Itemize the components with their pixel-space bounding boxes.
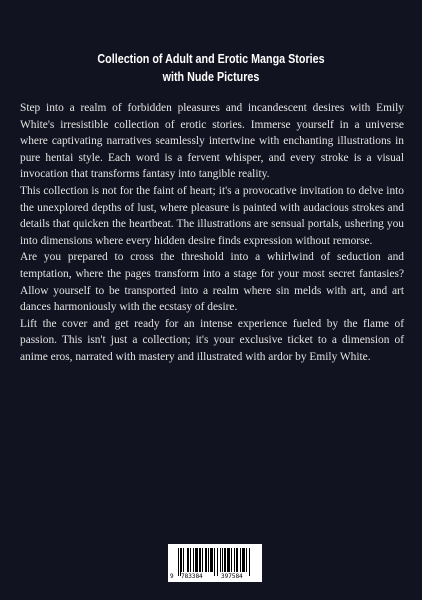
cover-title	[64, 50, 358, 86]
barcode-digits	[168, 572, 262, 581]
barcode-bar	[227, 548, 230, 572]
barcode-bar	[231, 548, 232, 572]
barcode-bar	[240, 548, 241, 572]
blurb-paragraph-4: Lift the cover and get ready for an intense experience fueled by the flame of passion. This isn't just a collection; it's your exclusive ticket to a dimension of anime eros, narrated with mastery and illustrated with ardor by Emily White.	[20, 317, 404, 363]
barcode-bar	[202, 548, 203, 572]
blurb-paragraph-1: Step into a realm of forbidden pleasures and incandescent desires with Emily White's irresistible collection of erotic stories. Immerse yourself in a universe where captivating narratives seamlessly intertwine with enchanting illustrations in pure hentai style. Each word is a fervent whisper, and every stroke is a visual invocation that transforms fantasy into tangible reality.	[20, 102, 404, 181]
blurb	[20, 100, 404, 366]
barcode-digits-left: 783384	[181, 573, 203, 580]
barcode-bar	[193, 548, 194, 572]
barcode-bar	[208, 548, 209, 572]
barcode-bar	[236, 548, 238, 572]
title-line-2: with Nude Pictures	[162, 70, 260, 84]
barcode-bar	[199, 548, 201, 572]
barcode-bar	[205, 548, 207, 572]
barcode-bar	[220, 548, 221, 572]
blurb-paragraph-2: This collection is not for the faint of heart; it's a provocative invitation to delve into the unexplored depths of lust, where pleasure is painted with audacious strokes and details that quicken the heartbeat. The illustrations are sensual portals, ushering you into dimensions where every hidden desire finds expression without remorse.	[20, 184, 404, 247]
barcode-bar	[246, 548, 247, 572]
title-line-1: Collection of Adult and Erotic Manga Stories	[97, 52, 325, 66]
barcode-bar	[222, 548, 223, 572]
barcode-bar	[187, 548, 189, 572]
barcode-bar	[190, 548, 191, 572]
barcode-digit-lead: 9	[170, 573, 174, 580]
isbn-barcode	[168, 544, 262, 582]
barcode-bar	[195, 548, 198, 572]
barcode-bar	[183, 548, 184, 572]
barcode-bar	[224, 548, 226, 572]
barcode-bar	[234, 548, 235, 572]
blurb-paragraph-3: Are you prepared to cross the threshold into a whirlwind of seduction and temptation, where the pages transform into a stage for your most secret fantasies? Allow yourself to be transported into a realm where sin melds with art, and art dances harmoniously with the ecstasy of desire.	[20, 251, 404, 314]
barcode-digits-right: 397584	[221, 573, 243, 580]
barcode-bar	[210, 548, 213, 572]
barcode-bar	[242, 548, 245, 572]
